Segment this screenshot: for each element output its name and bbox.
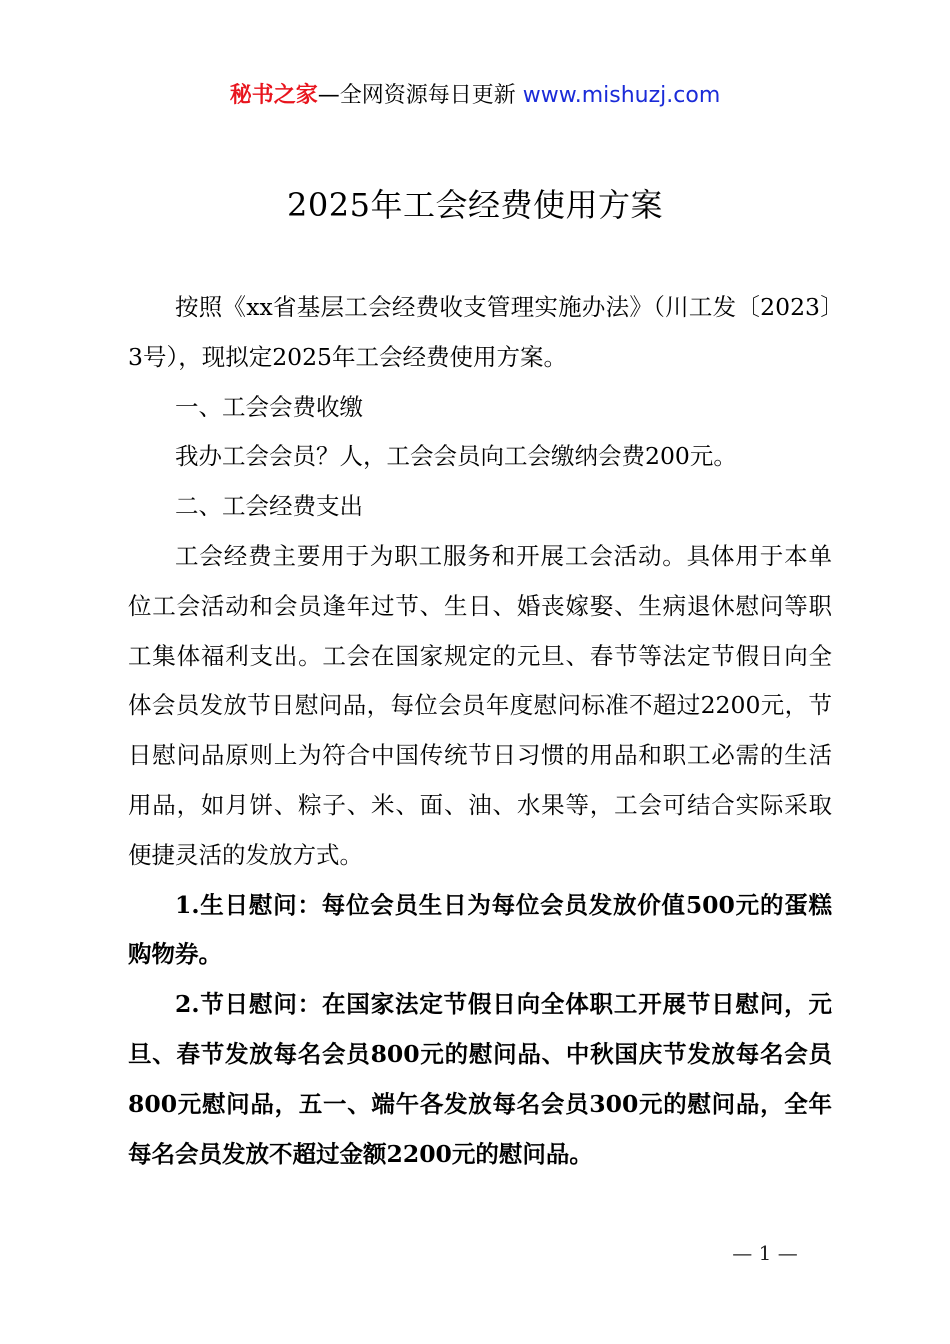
site-slogan: —全网资源每日更新 [317,83,516,108]
intro-paragraph: 按照《xx省基层工会经费收支管理实施办法》（川工发〔2023〕3号），现拟定2025年工会经费使用方案。 [128,293,832,371]
document-body [128,283,832,1179]
dues-paragraph: 我办工会会员？人，工会会员向工会缴纳会费200元。 [175,442,737,471]
section-heading-dues: 一、工会会费收缴 [175,392,363,421]
brand-name: 秘书之家 [229,83,318,108]
expenditure-paragraph: 工会经费主要用于为职工服务和开展工会活动。具体用于本单位工会活动和会员逢年过节、生日、婚丧嫁娶、生病退休慰问等职工集体福利支出。工会在国家规定的元旦、春节等法定节假日向全体会员发放节日慰问品，每位会员年度慰问标准不超过2200元，节日慰问品原则上为符合中国传统节日习惯的用品和职工必需的生活用品，如月饼、粽子、米、面、油、水果等，工会可结合实际采取便捷灵活的发放方式。 [128,541,832,869]
birthday-condolence-item: 1.生日慰问：每位会员生日为每位会员发放价值500元的蛋糕购物券。 [128,890,832,969]
site-header [0,80,950,112]
holiday-condolence-item: 2.节日慰问：在国家法定节假日向全体职工开展节日慰问，元旦、春节发放每名会员800元的慰问品、中秋国庆节发放每名会员800元慰问品，五一、端午各发放每名会员300元的慰问品，全年每名会员发放不超过金额2200元的慰问品。 [128,990,832,1168]
section-heading-expenditure: 二、工会经费支出 [175,492,363,521]
site-url-link[interactable]: www.mishuzj.com [522,83,721,108]
page-number: — 1 — [732,1241,798,1265]
document-title: 2025年工会经费使用方案 [287,186,663,224]
